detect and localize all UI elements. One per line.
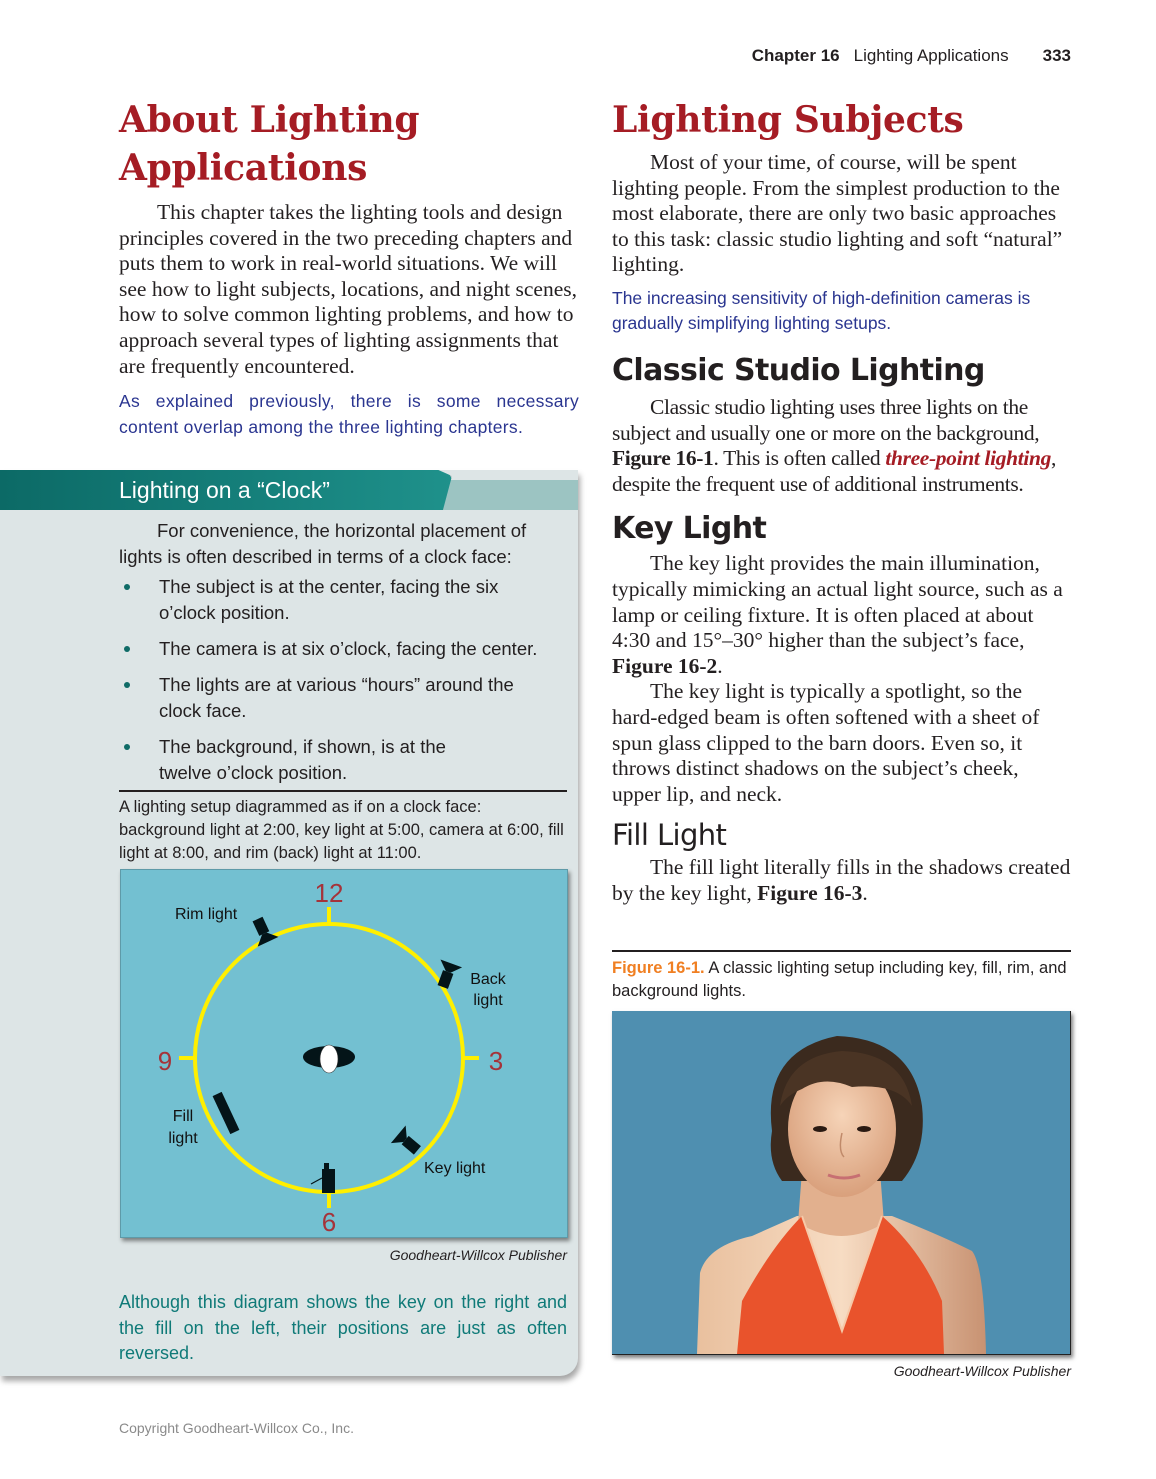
- figure-label: Figure 16-1.: [612, 959, 705, 977]
- sidebar-closing-note: Although this diagram shows the key on the right and the fill on the left, their positions are just as often reversed.: [119, 1292, 567, 1363]
- right-column: [612, 96, 1072, 906]
- portrait-illustration: [612, 1011, 1070, 1354]
- sidebar-intro: For convenience, the horizontal placement of lights is often described in terms of a clock face:: [119, 520, 527, 567]
- heading-key-light: Key Light: [612, 511, 767, 547]
- back-light-label-2: light: [473, 992, 503, 1009]
- figure-16-1-credit: Goodheart-Willcox Publisher: [893, 1363, 1071, 1379]
- figure-16-1-image: [612, 1011, 1071, 1355]
- margin-note-hd: The increasing sensitivity of high-definition cameras is gradually simplifying lighting setups.: [612, 287, 1031, 334]
- figure-reference-16-3[interactable]: Figure 16-3: [757, 880, 863, 905]
- list-item: The lights are at various “hours” around the clock face.: [119, 672, 569, 724]
- heading-line-1: About Lighting: [119, 99, 420, 141]
- bullet-icon: [124, 584, 130, 590]
- list-item: The background, if shown, is at the twelve o’clock position.: [119, 734, 569, 786]
- hour-6-label: 6: [321, 1207, 337, 1237]
- figure-16-1-rule: [612, 950, 1071, 952]
- heading-classic-studio-lighting: Classic Studio Lighting: [612, 352, 985, 388]
- rim-light-icon: [247, 914, 278, 946]
- sidebar-bullet-list: [119, 574, 569, 786]
- list-item: The camera is at six o’clock, facing the center.: [119, 636, 569, 662]
- heading-fill-light: Fill Light: [612, 818, 727, 853]
- back-light-label-1: Back: [470, 971, 506, 988]
- page-number: 333: [1042, 46, 1071, 65]
- chapter-label: Chapter 16: [751, 46, 840, 65]
- intro-paragraph: This chapter takes the lighting tools and design principles covered in the two preceding chapters and puts them to work in real-world situations. We will see how to light subjects, locations, and night scenes, how to solve common lighting problems, and how to approach several types of lighting assignments that are frequently encountered.: [119, 200, 577, 378]
- key-light-paragraph-1: The key light provides the main illumination, typically mimicking an actual light source, such as a lamp or ceiling fixture. It is often placed at about 4:30 and 15°–30° higher than the subject’s face, Figure 16-2.: [612, 551, 1063, 678]
- key-light-paragraph-2: The key light is typically a spotlight, so the hard-edged beam is often softened with a sheet of spun glass clipped to the barn doors. Even so, it throws distinct shadows on the subject’s cheek, upper lip, and neck.: [612, 679, 1040, 806]
- figure-reference-16-1[interactable]: Figure 16-1: [612, 446, 714, 471]
- bullet-icon: [124, 744, 130, 750]
- fill-light-paragraph: The fill light literally fills in the shadows created by the key light, Figure 16-3.: [612, 855, 1071, 905]
- section-heading-lighting-subjects: Lighting Subjects: [612, 99, 964, 141]
- running-header: [600, 46, 1071, 66]
- classic-studio-paragraph: Classic studio lighting uses three lights on the subject and usually one or more on the background, Figure 16-1. This is often called three-point lighting, despite the frequent use of additional instruments.: [612, 394, 1057, 496]
- chapter-title: Lighting Applications: [853, 46, 1009, 65]
- margin-note: As explained previously, there is some necessary content overlap among the three lighting chapters.: [119, 391, 579, 437]
- fill-light-label-1: Fill: [172, 1108, 194, 1125]
- figure-reference-16-2[interactable]: Figure 16-2: [612, 653, 718, 678]
- lighting-subjects-paragraph: Most of your time, of course, will be spent lighting people. From the simplest production to the most elaborate, there are only two basic approaches to this task: classic studio lighting and soft “natural” lighting.: [612, 150, 1063, 277]
- clock-figure-credit: Goodheart-Willcox Publisher: [389, 1247, 567, 1263]
- rim-light-label: Rim light: [175, 906, 238, 923]
- hour-9-label: 9: [157, 1046, 173, 1076]
- key-term-three-point-lighting: three-point lighting: [885, 446, 1051, 471]
- camera-icon: [311, 1163, 335, 1193]
- heading-line-2: Applications: [119, 147, 368, 189]
- copyright-footer: Copyright Goodheart-Willcox Co., Inc.: [119, 1420, 354, 1436]
- section-heading-about: [119, 96, 579, 192]
- bullet-icon: [124, 682, 130, 688]
- key-light-label: Key light: [424, 1160, 486, 1177]
- clock-diagram: [120, 869, 568, 1238]
- sidebar-title: Lighting on a “Clock”: [119, 477, 330, 503]
- clock-diagram-graphic: [121, 870, 567, 1237]
- hour-12-label: 12: [314, 878, 344, 908]
- hour-3-label: 3: [488, 1046, 504, 1076]
- subject-head-icon: [320, 1045, 338, 1073]
- clock-figure-caption: A lighting setup diagrammed as if on a clock face: background light at 2:00, key light at 5:00, camera at 6:00, fill light at 8:00, and rim (back) light at 11:00.: [119, 798, 564, 862]
- left-column: [119, 96, 579, 440]
- bullet-icon: [124, 646, 130, 652]
- sidebar-body: [119, 518, 569, 796]
- fill-light-label-2: light: [168, 1130, 198, 1147]
- figure-rule: [119, 790, 567, 792]
- list-item: The subject is at the center, facing the six o’clock position.: [119, 574, 569, 626]
- figure-16-1-caption: Figure 16-1. A classic lighting setup including key, fill, rim, and background lights.: [612, 959, 1067, 1000]
